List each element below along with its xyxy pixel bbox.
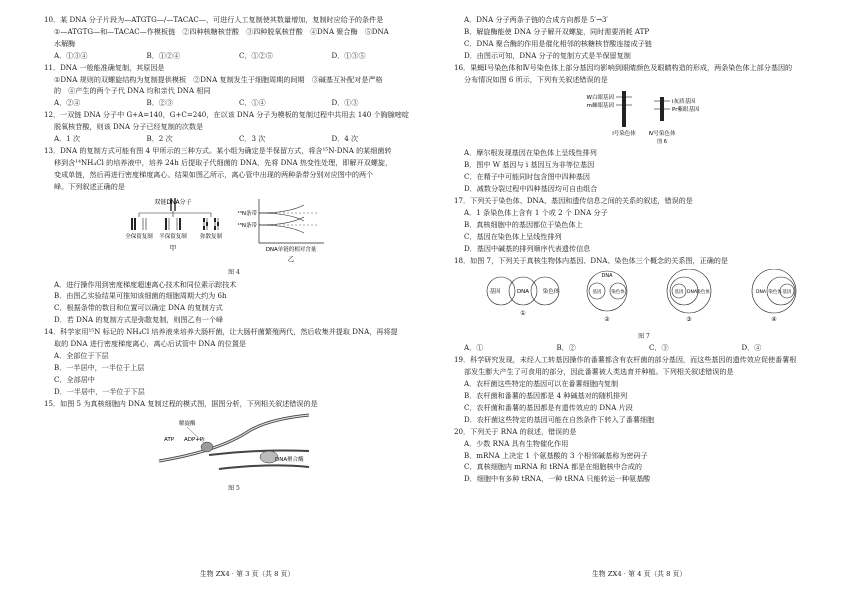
q16-line2: 分布情况如图 6 所示，下列有关叙述错误的是	[464, 74, 608, 84]
fig6-chr-4: Ⅳ号染色体	[648, 131, 676, 138]
fig7-3-chr: 染色体	[696, 289, 710, 295]
q11-options	[44, 97, 424, 109]
q16-line1: 16．果蝇Ⅰ号染色体和Ⅳ号染色体上部分基因均影响到眼睛颜色及眼睛构造的形成，两条染色体上部分基因的	[454, 62, 793, 72]
question-18	[454, 255, 834, 355]
fig7-label-3: ③	[686, 315, 692, 323]
q19-line1: 19．科学研究发现，未经人工转基因操作的番薯都含有农杆菌的部分基因，而这些基因的遗传效应促使番薯根	[454, 355, 797, 365]
option-c[interactable]: C．全部居中	[54, 374, 95, 384]
option-c[interactable]: C．3 次	[239, 134, 266, 144]
fig7-4-chr: 染色体	[768, 289, 782, 295]
right-page-column	[454, 14, 834, 485]
option-d[interactable]: D．④	[741, 343, 762, 353]
option-a[interactable]: A．摩尔根发现基因在染色体上呈线性排列	[464, 148, 597, 158]
fig6-i-gene: i灰质基因	[672, 99, 696, 106]
option-c[interactable]: C．根据条带的数目和位置可以确定 DNA 的复制方式	[54, 303, 223, 313]
left-page-column	[44, 14, 424, 495]
option-b[interactable]: B．解旋酶能使 DNA 分子解开双螺旋，同时需要消耗 ATP	[464, 26, 650, 36]
q10-options	[44, 50, 424, 62]
figure-4-yi	[237, 199, 324, 263]
fig4-n15-band: ¹⁵N条带	[237, 222, 257, 229]
fig6-pr-gene: Pr紫眼基因	[672, 107, 700, 114]
fig7-3-dna: DNA	[687, 289, 697, 295]
question-11	[44, 62, 424, 110]
option-b[interactable]: B．农杆菌和番薯的基因都是 4 种碱基对的随机排列	[464, 391, 628, 401]
question-15-options	[454, 14, 834, 62]
option-b[interactable]: B．mRNA 上决定 1 个氨基酸的 3 个相邻碱基称为密码子	[464, 450, 648, 460]
q10-items: ①—ATGTG—和—TACAC—作模板链 ②四种核糖核苷酸 ③四种脱氧核苷酸 ④DNA 聚合酶 ⑤DNA	[54, 26, 389, 36]
fig4-label-yi: 乙	[287, 254, 295, 263]
option-d[interactable]: D．4 次	[331, 134, 359, 144]
fig4-label-jia: 甲	[169, 243, 177, 252]
question-10	[44, 14, 424, 62]
fig7-label-4: ④	[771, 315, 777, 323]
q13-line3: 变成单链，然后再进行密度梯度离心。结果如图乙所示，离心管中出现的两种条带分别对应图中的两个	[54, 169, 374, 179]
q17-stem: 17．下列关于染色体、DNA、基因和遗传信息之间的关系的叙述，错误的是	[454, 196, 693, 206]
option-a[interactable]: A．进行操作用到密度梯度超速离心技术和同位素示踪技术	[54, 279, 237, 289]
q13-line2: 移到含¹⁴NH₄Cl 的培养液中，培养 24h 后提取子代细菌的 DNA，先将 DNA 热变性处理，即解开双螺旋，	[54, 157, 393, 167]
q11-line1: ①DNA 规则的双螺旋结构为复制提供模板 ②DNA 复制发生于细胞周期的间期 ③碱基互补配对是严格	[54, 74, 383, 84]
option-d[interactable]: D．一半居中，一半位于下层	[54, 386, 145, 396]
option-a[interactable]: A．①③④	[54, 50, 88, 60]
option-b[interactable]: B．真核细胞中的基因都位于染色体上	[464, 219, 583, 229]
q10-items-cont: 水解酶	[54, 38, 76, 48]
figure-6-caption: 图 6	[657, 139, 667, 146]
option-a[interactable]: A．①	[464, 343, 484, 353]
fig7-1-chr: 染色体	[542, 288, 560, 295]
right-page-footer: 生物 ZX4 · 第 4 页（共 8 页）	[592, 570, 687, 578]
option-c[interactable]: C．③	[649, 343, 669, 353]
fig4-x-axis-label: DNA单链的相对含量	[265, 246, 317, 253]
fig7-2-gene: 基因	[592, 289, 602, 295]
question-14	[44, 326, 424, 397]
fig7-diagram-2	[587, 271, 627, 323]
figure-5-caption: 图 5	[228, 485, 240, 493]
option-d[interactable]: D．基因中碱基的排列顺序代表遗传信息	[464, 243, 591, 253]
fig7-4-dna: DNA	[756, 289, 766, 295]
fig4-full-conservative: 全保留复制	[125, 233, 153, 240]
figure-4	[119, 195, 349, 265]
q12-line1: 12．一双链 DNA 分子中 G+A=140，G+C=240，在以该 DNA 分子为模板的复制过程中共用去 140 个胸腺嘧啶	[44, 110, 410, 120]
fig7-2-chr: 染色体	[611, 289, 625, 295]
q14-line2: 取的 DNA 进行密度梯度离心，离心后试管中 DNA 的位置是	[54, 339, 247, 349]
figure-4-jia	[125, 198, 222, 252]
q13-line4: 峰。下列叙述正确的是	[54, 181, 125, 191]
option-d[interactable]: D．若 DNA 的复制方式是弥散复制，则图乙有一个峰	[54, 315, 224, 325]
option-d[interactable]: D．由图示可知，DNA 分子的复制方式是半保留复制	[464, 50, 631, 60]
q15-stem: 15．如图 5 为真核细胞内 DNA 复制过程的模式图，据图分析，下列相关叙述错误的是	[44, 398, 318, 408]
option-c[interactable]: C．在精子中可能同时包含图中四种基因	[464, 172, 591, 182]
option-d[interactable]: D．①③⑤	[331, 50, 366, 60]
option-c[interactable]: C．农杆菌和番薯的基因都是有遗传效应的 DNA 片段	[464, 402, 633, 412]
figure-7	[479, 269, 809, 329]
fig7-diagram-3	[667, 269, 711, 323]
question-17	[454, 195, 834, 255]
fig7-label-2: ②	[604, 315, 610, 323]
figure-4-caption: 图 4	[228, 268, 240, 276]
option-a[interactable]: A．1 次	[54, 134, 81, 144]
question-20	[454, 426, 834, 486]
question-16	[454, 62, 834, 195]
option-b[interactable]: B．图中 W 基因与 i 基因互为非等位基因	[464, 160, 595, 170]
fig4-semi-conservative: 半保留复制	[159, 233, 187, 240]
option-b[interactable]: B．由图乙实验结果可推知该细菌的细胞周期大约为 6h	[54, 291, 227, 301]
fig5-dna-polymerase: DNA聚合酶	[275, 457, 304, 464]
q10-stem: 10．某 DNA 分子片段为—ATGTG—/—TACAC—，可进行人工复制使其数量增加，复制时应给予的条件是	[44, 15, 384, 24]
option-b[interactable]: B．2 次	[146, 134, 173, 144]
q14-line1: 14．科学家用¹⁵N 标记的 NH₄Cl 培养液来培养大肠杆菌，让大肠杆菌繁殖两代，然后收集并提取 DNA，再将提	[44, 327, 398, 337]
option-b[interactable]: B．一半居中，一半位于上层	[54, 362, 145, 372]
fig4-n14-band: ¹⁴N条带	[237, 210, 257, 217]
fig7-2-dna: DNA	[601, 272, 613, 279]
fig7-1-dna: DNA	[516, 288, 530, 295]
fig6-m-gene: m棘眼基因	[586, 103, 614, 110]
q11-line2: 的 ④产生的两个子代 DNA 均和亲代 DNA 相同	[54, 86, 211, 96]
option-a[interactable]: A．农杆菌这些特定的基因可以在番薯细胞内复制	[464, 379, 619, 389]
option-d[interactable]: D．减数分裂过程中四种基因均可自由组合	[464, 184, 598, 194]
figure-7-caption: 图 7	[638, 332, 650, 340]
q18-stem: 18．如图 7，下列关于真核生物体内基因、DNA、染色体三个概念的关系图，正确的是	[454, 255, 728, 265]
q20-stem: 20．下列关于 RNA 的叙述，错误的是	[454, 426, 577, 436]
option-b[interactable]: B．①②④	[146, 50, 181, 60]
q19-line2: 部发生膨大产生了可食用的部分，因此番薯被人类选育并种植。下列相关叙述错误的是	[464, 367, 734, 377]
option-d[interactable]: D．细胞中有多种 tRNA，一种 tRNA 只能转运一种氨基酸	[464, 474, 651, 484]
option-b[interactable]: B．②	[556, 343, 576, 353]
fig7-1-gene: 基因	[489, 288, 501, 295]
option-d[interactable]: D．农杆菌这些特定的基因可能在自然条件下转入了番薯细胞	[464, 414, 655, 424]
option-d[interactable]: D．①③	[331, 98, 359, 108]
q11-stem: 11．DNA 一般能准确复制，其原因是	[44, 62, 165, 72]
q12-options	[44, 133, 424, 145]
fig6-chr-1: Ⅰ号染色体	[612, 131, 636, 138]
option-a[interactable]: A．②④	[54, 98, 81, 108]
question-13	[44, 145, 424, 326]
option-a[interactable]: A．全部位于下层	[54, 350, 109, 360]
fig7-label-1: ①	[520, 309, 526, 317]
fig7-diagram-4	[752, 269, 796, 323]
option-a[interactable]: A．DNA 分子两条子链的合成方向都是 5′→3′	[464, 15, 609, 24]
fig7-3-gene: 基因	[674, 289, 684, 295]
fig5-atp: ATP	[164, 437, 175, 444]
question-15	[44, 398, 424, 496]
fig7-diagram-1	[487, 277, 560, 317]
fig6-w-gene: W白眼基因	[586, 95, 614, 102]
question-12	[44, 109, 424, 145]
fig4-title: 双链DNA分子	[154, 198, 192, 206]
option-c[interactable]: C．DNA 聚合酶的作用是催化相邻的核糖核苷酸连接成子链	[464, 38, 652, 48]
option-a[interactable]: A．少数 RNA 具有生物催化作用	[464, 438, 569, 448]
q13-line1: 13．DNA 的复制方式可能有图 4 甲所示的三种方式。某小组为确定是半保留方式，将含¹⁵N-DNA 的某细菌转	[44, 145, 392, 155]
option-b[interactable]: B．②③	[146, 98, 173, 108]
q18-options	[454, 342, 834, 354]
question-19	[454, 354, 834, 425]
figure-5	[149, 411, 319, 481]
fig7-4-gene: 基因	[782, 289, 792, 295]
q12-line2: 脱氧核苷酸，则该 DNA 分子已经复制的次数是	[54, 122, 204, 132]
figure-6	[554, 87, 734, 145]
option-c[interactable]: C．①②⑤	[239, 50, 273, 60]
option-c[interactable]: C．①④	[239, 98, 266, 108]
fig5-helicase: 解旋酶	[179, 421, 196, 428]
fig5-adp-pi: ADP+Pi	[184, 437, 205, 444]
option-a[interactable]: A．1 条染色体上含有 1 个或 2 个 DNA 分子	[464, 207, 608, 217]
option-c[interactable]: C．真核细胞内 mRNA 和 tRNA 都是在细胞核中合成的	[464, 462, 642, 472]
fig4-dispersive: 弥散复制	[199, 233, 223, 240]
left-page-footer: 生物 ZX4 · 第 3 页（共 8 页）	[200, 570, 295, 578]
option-c[interactable]: C．基因在染色体上呈线性排列	[464, 231, 562, 241]
